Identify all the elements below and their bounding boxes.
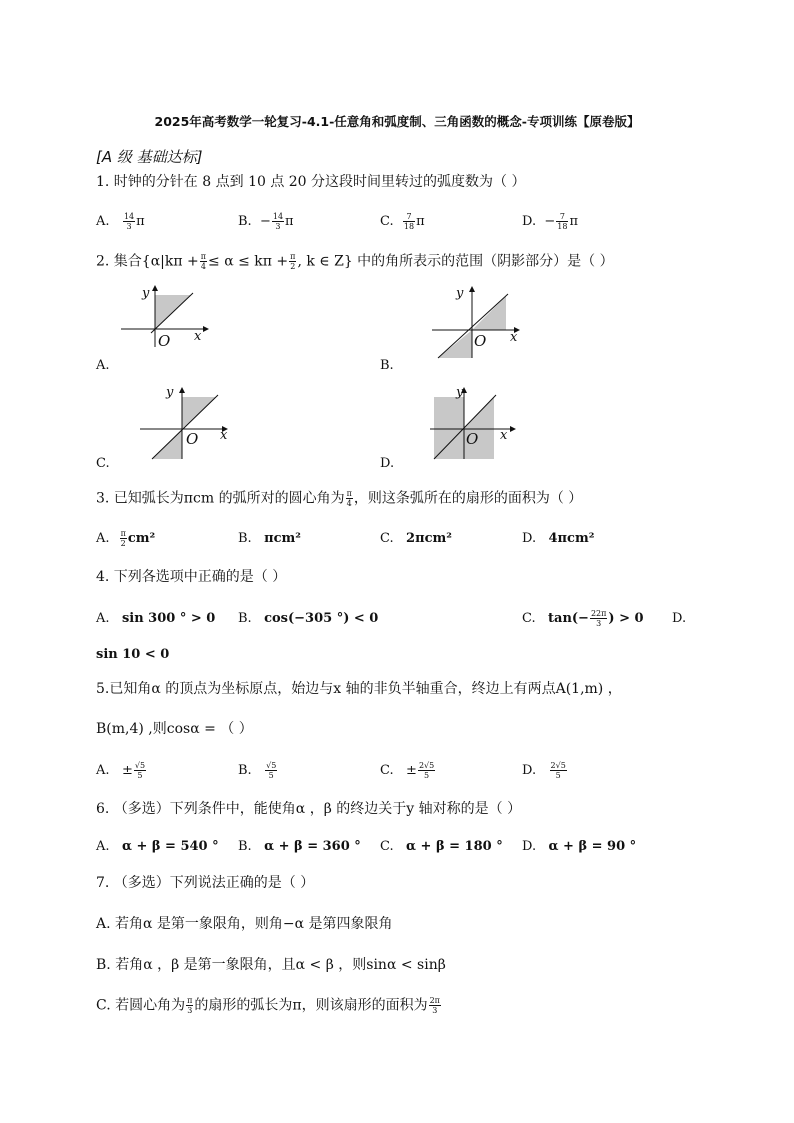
- q2-option-a-label[interactable]: A.: [96, 358, 110, 373]
- q6-option-d[interactable]: D. α + β = 90 °: [522, 839, 637, 854]
- q4-option-c[interactable]: C. tan(− $\frac{22\pi}{3}$ ) > 0: [522, 609, 644, 628]
- question-7-stem: 7. （多选）下列说法正确的是（ ）: [96, 875, 315, 891]
- q5-option-a[interactable]: A. ± $\frac{√5}{5}$: [96, 761, 146, 780]
- question-6-stem: 6. （多选）下列条件中，能使角α ，β 的终边关于y 轴对称的是（ ）: [96, 801, 522, 817]
- q5-option-b[interactable]: B. $\frac{√5}{5}$: [238, 761, 277, 780]
- q3-option-c[interactable]: C. 2πcm²: [380, 531, 452, 546]
- y-axis-label: y: [166, 385, 174, 400]
- q4-option-b[interactable]: B. cos(−305 °) < 0: [238, 611, 379, 626]
- q5-option-c[interactable]: C. ± $\frac{2√5}{5}$: [380, 761, 435, 780]
- question-2-stem: 2. 集合{α|kπ + $\frac{\pi}{4}$ ≤ α ≤ kπ + $\frac{\pi}{2}$ , k ∈ Z} 中的角所表示的范围（阴影部分）是（ ）: [96, 252, 614, 271]
- fraction: $\frac{14}{3}$: [123, 212, 135, 231]
- y-axis-label: y: [142, 286, 150, 301]
- q6-option-b[interactable]: B. α + β = 360 °: [238, 839, 361, 854]
- page-title: 2025年高考数学一轮复习-4.1-任意角和弧度制、三角函数的概念-专项训练【原卷版】: [154, 114, 640, 129]
- q2-graph-d[interactable]: [428, 385, 523, 461]
- q3-option-a[interactable]: A. $\frac{\pi}{2}$ cm²: [96, 529, 156, 548]
- q6-option-c[interactable]: C. α + β = 180 °: [380, 839, 503, 854]
- q2-graph-c[interactable]: [138, 385, 233, 461]
- question-3-stem: 3. 已知弧长为πcm 的弧所对的圆心角为 $\frac{\pi}{4}$ ，则这条弧所在的扇形的面积为（ ）: [96, 489, 583, 508]
- y-axis-label: y: [456, 286, 464, 301]
- q7-option-c[interactable]: C. 若圆心角为 $\frac{\pi}{3}$ 的扇形的弧长为π，则该扇形的面积为 $\frac{2\pi}{3}$: [96, 996, 440, 1015]
- q1-option-b[interactable]: B. − $\frac{14}{3}$ π: [238, 212, 294, 231]
- q3-option-b[interactable]: B. πcm²: [238, 531, 301, 546]
- x-axis-label: x: [220, 428, 228, 443]
- q1-option-c[interactable]: C. $\frac{7}{18}$ π: [380, 212, 425, 231]
- q2-option-d-label[interactable]: D.: [380, 456, 395, 471]
- q6-option-a[interactable]: A. α + β = 540 °: [96, 839, 219, 854]
- origin-label: O: [474, 332, 487, 350]
- x-axis-label: x: [500, 428, 508, 443]
- origin-label: O: [466, 430, 479, 448]
- q4-option-d-text: sin 10 < 0: [96, 647, 170, 662]
- section-heading: [A 级 基础达标]: [96, 148, 203, 166]
- q1-option-d[interactable]: D. − $\frac{7}{18}$ π: [522, 212, 578, 231]
- q3-option-d[interactable]: D. 4πcm²: [522, 531, 595, 546]
- q7-option-a[interactable]: A. 若角α 是第一象限角，则角−α 是第四象限角: [96, 916, 393, 932]
- x-axis-label: x: [194, 329, 202, 344]
- y-axis-label: y: [456, 385, 464, 400]
- shaded-region: [434, 397, 464, 459]
- x-axis-label: x: [510, 330, 518, 345]
- question-5-line-2: B(m,4) ,则cosα = （ ）: [96, 721, 253, 737]
- q4-option-a[interactable]: A. sin 300 ° > 0: [96, 611, 216, 626]
- question-5-line-1: 5.已知角α 的顶点为坐标原点，始边与x 轴的非负半轴重合，终边上有两点A(1,m) ，: [96, 681, 622, 697]
- question-1-stem: 1. 时钟的分针在 8 点到 10 点 20 分这段时间里转过的弧度数为（ ）: [96, 174, 526, 190]
- q2-option-c-label[interactable]: C.: [96, 456, 110, 471]
- q5-option-d[interactable]: D. $\frac{2√5}{5}$: [522, 761, 566, 780]
- q4-option-d-label[interactable]: D.: [672, 611, 687, 626]
- q7-option-b[interactable]: B. 若角α ，β 是第一象限角，且α < β ，则sinα < sinβ: [96, 957, 446, 973]
- shaded-region: [464, 397, 494, 459]
- q1-option-a[interactable]: A. $\frac{14}{3}$ π: [96, 212, 145, 231]
- origin-label: O: [186, 430, 199, 448]
- q2-option-b-label[interactable]: B.: [380, 358, 394, 373]
- origin-label: O: [158, 332, 171, 350]
- question-4-stem: 4. 下列各选项中正确的是（ ）: [96, 569, 287, 585]
